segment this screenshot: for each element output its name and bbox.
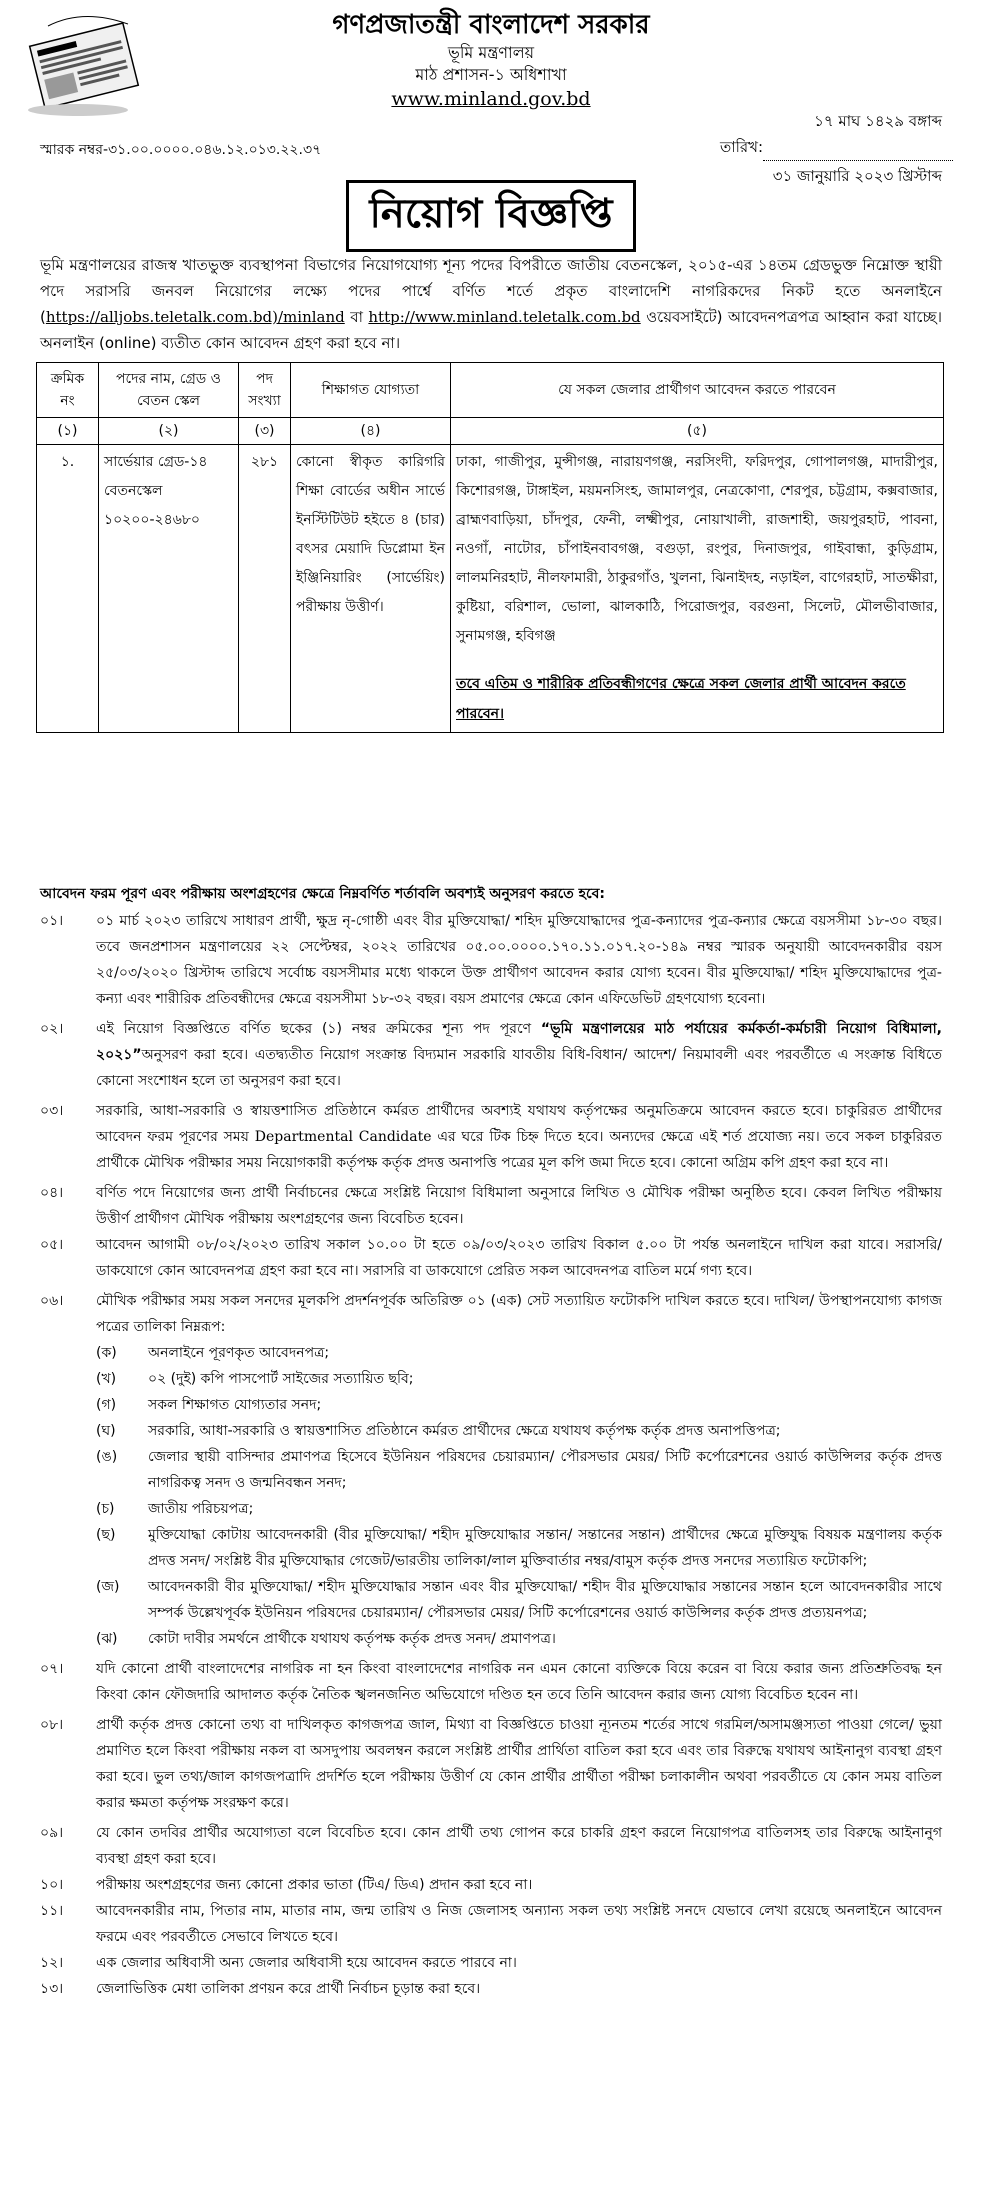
row-note: তবে এতিম ও শারীরিক প্রতিবন্ধীগণের ক্ষেত্রে সকল জেলার প্রার্থী আবেদন করতে পারবেন।: [456, 676, 906, 722]
condition-item: [40, 1820, 942, 1872]
condition-number: ১০।: [40, 1877, 64, 1893]
condition-text-part: সরকারি, আধা-সরকারি ও স্বায়ত্তশাসিত প্রতিষ্ঠানে কর্মরত প্রার্থীদের অবশ্যই যথাযথ কর্তৃপক্ষের অনুমতিক্রমে আবেদন করতে হবে। চাকুরিরত প্রার্থীদের আবেদন ফরম পূরণের সময়: [96, 1103, 942, 1145]
condition-text: জেলাভিত্তিক মেধা তালিকা প্রণয়ন করে প্রার্থী নির্বাচন চূড়ান্ত করা হবে।: [96, 1981, 481, 1997]
list-item: [96, 1444, 942, 1496]
vacancy-table: [36, 362, 944, 733]
condition-item: [40, 1288, 942, 1652]
condition-text: প্রার্থী কর্তৃক প্রদত্ত কোনো তথ্য বা দাখিলকৃত কাগজপত্র জাল, মিথ্যা বা বিজ্ঞপ্তিতে চাওয়া ন্যূনতম শর্তের সাথে গরমিল/অসামঞ্জস্যতা পাওয়া গেলে/ ভুয়া প্রমাণিত হলে কিংবা পরীক্ষায় নকল বা অসদুপায় অবলম্বন করলে সংশ্লিষ্ট প্রার্থীর প্রার্থিতা বাতিল করা হবে এবং তার বিরুদ্ধে যথাযথ আইনানুগ ব্যবস্থা গ্রহণ করা হবে। ভুল তথ্য/জাল কাগজপত্রাদি প্রদর্শিত হলে পরীক্ষায় উত্তীর্ণ যে কোন প্রার্থীর প্রার্থীতা পরীক্ষা চলাকালীন অথবা পরবর্তীতে যে কোন সময় বাতিল করার ক্ষমতা কর্তৃপক্ষ সংরক্ষণ করে।: [96, 1717, 942, 1811]
list-marker: (ঘ): [96, 1423, 116, 1439]
col-header-qualification: শিক্ষাগত যোগ্যতা: [291, 363, 451, 418]
conditions-list: [40, 908, 942, 2002]
date-bangla: ১৭ মাঘ ১৪২৯ বঙ্গাব্দ: [814, 112, 942, 130]
condition-text: এক জেলার অধিবাসী অন্য জেলার অধিবাসী হয়ে আবেদন করতে পারবে না।: [96, 1955, 517, 1971]
teletalk-link-1[interactable]: https://alljobs.teletalk.com.bd)/minland: [45, 308, 345, 326]
col-header-serial: ক্রমিক নং: [37, 363, 99, 418]
memo-number: স্মারক নম্বর-৩১.০০.০০০০.০৪৬.১২.০১৩.২২.৩৭: [40, 142, 322, 158]
condition-item: [40, 1180, 942, 1232]
condition-number: ০১।: [40, 913, 64, 929]
row-serial: ১.: [37, 445, 99, 733]
list-marker: (জ): [96, 1579, 120, 1595]
list-marker: (ঙ): [96, 1449, 118, 1465]
condition-item: [40, 1950, 942, 1976]
list-text: জাতীয় পরিচয়পত্র;: [148, 1501, 254, 1517]
intro-text: ওয়েবসাইটে) আবেদনপত্রপত্র আহ্বান করা যাচ্ছে। অনলাইন (online) ব্যতীত কোন আবেদন গ্রহণ করা হবে না।: [40, 308, 942, 352]
col-number: (৩): [239, 418, 291, 445]
condition-text: আবেদনকারীর নাম, পিতার নাম, মাতার নাম, জন্ম তারিখ ও নিজ জেলাসহ অন্যান্য সকল তথ্য সংশ্লিষ্ট সনদে যেভাবে লেখা রয়েছে অনলাইনে আবেদন ফরমে এবং পরবর্তীতে সেভাবে লিখতে হবে।: [96, 1903, 942, 1945]
list-item: [96, 1522, 942, 1574]
list-item: [96, 1574, 942, 1626]
condition-number: ০৬।: [40, 1293, 64, 1309]
website-link[interactable]: www.minland.gov.bd: [391, 88, 591, 110]
condition-number: ১৩।: [40, 1981, 64, 1997]
intro-text: ভূমি মন্ত্রণালয়ের রাজস্ব খাতভুক্ত ব্যবস্থাপনা বিভাগের নিয়োগযোগ্য শূন্য পদের বিপরীতে জাতীয় বেতনস্কেল, ২০১৫-এর ১৪তম গ্রেডভুক্ত নিম্নোক্ত স্থায়ী পদে সরাসরি জনবল নিয়োগের লক্ষ্যে পদের পার্শ্বে বর্ণিত শর্তে প্রকৃত বাংলাদেশি নাগরিকদের নিকট হতে অনলাইনে (: [40, 256, 942, 326]
condition-number: ০৮।: [40, 1717, 64, 1733]
intro-text: বা: [344, 308, 369, 326]
condition-text: যে কোন তদবির প্রার্থীর অযোগ্যতা বলে বিবেচিত হবে। কোন প্রার্থী তথ্য গোপন করে চাকরি গ্রহণ করলে নিয়োগপত্র বাতিলসহ তার বিরুদ্ধে আইনানুগ ব্যবস্থা গ্রহণ করা হবে।: [96, 1825, 942, 1867]
row-count: ২৮১: [239, 445, 291, 733]
condition-text: [96, 1016, 942, 1094]
list-text: জেলার স্থায়ী বাসিন্দার প্রমাণপত্র হিসেবে ইউনিয়ন পরিষদের চেয়ারম্যান/ পৌরসভার মেয়র/ সিটি কর্পোরেশনের ওয়ার্ড কাউন্সিলর কর্তৃক প্রদত্ত নাগরিকত্ব সনদ ও জন্মনিবন্ধন সনদ;: [148, 1449, 942, 1491]
list-marker: (ঝ): [96, 1631, 118, 1647]
intro-paragraph: [40, 252, 942, 356]
condition-text: যদি কোনো প্রার্থী বাংলাদেশের নাগরিক না হন কিংবা বাংলাদেশের নাগরিক নন এমন কোনো ব্যক্তিকে বিয়ে করেন বা বিয়ে করার জন্য প্রতিশ্রুতিবদ্ধ হন কিংবা কোন ফৌজদারি আদালত কর্তৃক নৈতিক স্খলনজনিত অভিযোগে দণ্ডিত হন তবে তিনি আবেদন করার জন্য যোগ্য বিবেচিত হবেন না।: [96, 1661, 942, 1703]
row-districts-cell: [451, 445, 944, 733]
list-marker: (ক): [96, 1345, 117, 1361]
rule-name: “ভূমি মন্ত্রণালয়ের মাঠ পর্যায়ের কর্মকর্তা-কর্মচারী নিয়োগ বিধিমালা, ২০২১”: [96, 1021, 942, 1063]
list-text: সরকারি, আধা-সরকারি ও স্বায়ত্তশাসিত প্রতিষ্ঠানে কর্মরত প্রার্থীদের ক্ষেত্রে যথাযথ কর্তৃপক্ষ কর্তৃক প্রদত্ত অনাপত্তিপত্র;: [148, 1423, 781, 1439]
condition-item: [40, 908, 942, 1012]
condition-number: ০২।: [40, 1021, 64, 1037]
condition-text: [96, 1098, 942, 1176]
condition-item: [40, 1872, 942, 1898]
list-item: [96, 1340, 942, 1366]
condition-text-part: এই নিয়োগ বিজ্ঞপ্তিতে বর্ণিত ছকের (১) নম্বর ক্রমিকের শূন্য পদ পূরণে: [96, 1021, 541, 1037]
list-text: কোটা দাবীর সমর্থনে প্রার্থীকে যথাযথ কর্তৃপক্ষ কর্তৃক প্রদত্ত সনদ/ প্রমাণপত্র।: [148, 1631, 556, 1647]
condition-item: [40, 1656, 942, 1708]
list-text: অনলাইনে পূরণকৃত আবেদনপত্র;: [148, 1345, 330, 1361]
list-text: সকল শিক্ষাগত যোগ্যতার সনদ;: [148, 1397, 322, 1413]
condition-text-part: অনুসরণ করা হবে। এতদ্ব্যতীত নিয়োগ সংক্রান্ত বিদ্যমান সরকারি যাবতীয় বিধি-বিধান/ আদেশ/ নিয়মাবলী এবং পরবর্তীতে এ সংক্রান্ত বিধিতে কোনো সংশোধন হলে তা অনুসরণ করা হবে।: [96, 1047, 942, 1089]
list-text: মুক্তিযোদ্ধা কোটায় আবেদনকারী (বীর মুক্তিযোদ্ধা/ শহীদ মুক্তিযোদ্ধার সন্তান/ সন্তানের সন্তান) প্রার্থীদের ক্ষেত্রে মুক্তিযুদ্ধ বিষয়ক মন্ত্রণালয় কর্তৃক প্রদত্ত সনদ/ সংশ্লিষ্ট বীর মুক্তিযোদ্ধার গেজেট/ভারতীয় তালিকা/লাল মুক্তিবার্তার নম্বর/বামুস কর্তৃক প্রদত্ত সনদের সত্যায়িত ফটোকপি;: [148, 1527, 942, 1569]
list-marker: (খ): [96, 1371, 117, 1387]
col-number: (২): [99, 418, 239, 445]
col-header-count: পদ সংখ্যা: [239, 363, 291, 418]
table-row: [37, 445, 944, 733]
condition-text-block: [96, 1288, 942, 1652]
row-qualification: কোনো স্বীকৃত কারিগরি শিক্ষা বোর্ডের অধীন সার্ভে ইনস্টিটিউট হইতে ৪ (চার) বৎসর মেয়াদি ডিপ্লোমা ইন ইঞ্জিনিয়ারিং (সার্ভেয়িং) পরীক্ষায় উত্তীর্ণ।: [291, 445, 451, 733]
table-header-row: [37, 363, 944, 418]
condition-text: বর্ণিত পদে নিয়োগের জন্য প্রার্থী নির্বাচনের ক্ষেত্রে সংশ্লিষ্ট নিয়োগ বিধিমালা অনুসারে লিখিত ও মৌখিক পরীক্ষা অনুষ্ঠিত হবে। কেবল লিখিত পরীক্ষায় উত্তীর্ণ প্রার্থীগণ মৌখিক পরীক্ষায় অংশগ্রহণের জন্য বিবেচিত হবেন।: [96, 1185, 942, 1227]
departmental-candidate-term: Departmental Candidate: [254, 1129, 432, 1145]
row-districts: ঢাকা, গাজীপুর, মুন্সীগঞ্জ, নারায়ণগঞ্জ, নরসিংদী, ফরিদপুর, গোপালগঞ্জ, মাদারীপুর, কিশোরগঞ্জ, টাঙ্গাইল, ময়মনসিংহ, জামালপুর, নেত্রকোণা, শেরপুর, চট্টগ্রাম, কক্সবাজার, ব্রাহ্মণবাড়িয়া, চাঁদপুর, ফেনী, লক্ষ্মীপুর, নোয়াখালী, রাজশাহী, জয়পুরহাট, পাবনা, নওগাঁ, নাটোর, চাঁপাইনবাবগঞ্জ, বগুড়া, রংপুর, দিনাজপুর, গাইবান্ধা, কুড়িগ্রাম, লালমনিরহাট, নীলফামারী, ঠাকুরগাঁও, খুলনা, ঝিনাইদহ, নড়াইল, বাগেরহাট, সাতক্ষীরা, কুষ্টিয়া, বরিশাল, ভোলা, ঝালকাঠি, পিরোজপুর, বরগুনা, সিলেট, মৌলভীবাজার, সুনামগঞ্জ, হবিগঞ্জ: [456, 454, 938, 644]
table-number-row: [37, 418, 944, 445]
condition-text-part: এর ঘরে টিক চিহ্ন দিতে হবে। অন্যদের ক্ষেত্রে এই শর্ত প্রযোজ্য নয়। তবে সকল চাকুরিরত প্রার্থীকে মৌখিক পরীক্ষার সময় নিয়োগকারী কর্তৃপক্ষ কর্তৃক প্রদত্ত অনাপত্তি পত্রের মূল কপি জমা দিতে হবে। কোনো অগ্রিম কপি গ্রহণ করা হবে না।: [96, 1129, 942, 1171]
condition-number: ১১।: [40, 1903, 64, 1919]
government-name: গণপ্রজাতন্ত্রী বাংলাদেশ সরকার: [332, 10, 650, 40]
condition-text: মৌখিক পরীক্ষার সময় সকল সনদের মূলকপি প্রদর্শনপূর্বক অতিরিক্ত ০১ (এক) সেট সত্যায়িত ফটোকপি দাখিল করতে হবে। দাখিল/ উপস্থাপনযোগ্য কাগজ পত্রের তালিকা নিম্নরূপ:: [96, 1293, 942, 1335]
document-list: [96, 1340, 942, 1652]
branch-name: মাঠ প্রশাসন-১ অধিশাখা: [415, 65, 567, 84]
list-item: [96, 1392, 942, 1418]
newspaper-logo-icon: [18, 6, 148, 126]
row-post: সার্ভেয়ার গ্রেড-১৪ বেতনস্কেল ১০২০০-২৪৬৮০: [99, 445, 239, 733]
col-number: (৫): [451, 418, 944, 445]
list-text: ০২ (দুই) কপি পাসপোর্ট সাইজের সত্যায়িত ছবি;: [148, 1371, 414, 1387]
condition-text: পরীক্ষায় অংশগ্রহণের জন্য কোনো প্রকার ভাতা (টিএ/ ডিএ) প্রদান করা হবে না।: [96, 1877, 533, 1893]
list-item: [96, 1626, 942, 1652]
condition-number: ০৫।: [40, 1237, 64, 1253]
list-item: [96, 1418, 942, 1444]
list-marker: (ছ): [96, 1527, 116, 1543]
condition-text: ০১ মার্চ ২০২৩ তারিখে সাধারণ প্রার্থী, ক্ষুদ্র নৃ-গোষ্ঠী এবং বীর মুক্তিযোদ্ধা/ শহিদ মুক্তিযোদ্ধাদের পুত্র-কন্যাদের পুত্র-কন্যার ক্ষেত্রে বয়সসীমা ১৮-৩০ বছর। তবে জনপ্রশাসন মন্ত্রণালয়ের ২২ সেপ্টেম্বর, ২০২২ তারিখের ০৫.০০.০০০০.১৭০.১১.০১৭.২০-১৪৯ নম্বর স্মারক অনুযায়ী আবেদনকারীর বয়স ২৫/০৩/২০২০ খ্রিস্টাব্দ তারিখে সর্বোচ্চ বয়সসীমার মধ্যে থাকলে উক্ত প্রার্থীগণ আবেদন করার যোগ্য হবেন। বীর মুক্তিযোদ্ধা/ শহিদ মুক্তিযোদ্ধাদের পুত্র-কন্যা এবং শারীরিক প্রতিবন্ধীদের ক্ষেত্রে বয়সসীমা ১৮-৩২ বছর। বয়স প্রমাণের ক্ষেত্রে কোন এফিডেভিট গ্রহণযোগ্য হবেনা।: [96, 913, 942, 1007]
condition-item: [40, 1016, 942, 1094]
date-english: ৩১ জানুয়ারি ২০২৩ খ্রিস্টাব্দ: [772, 167, 942, 185]
col-header-districts: যে সকল জেলার প্রার্থীগণ আবেদন করতে পারবেন: [451, 363, 944, 418]
condition-number: ০৯।: [40, 1825, 64, 1841]
col-number: (১): [37, 418, 99, 445]
condition-item: [40, 1232, 942, 1284]
ministry-name: ভূমি মন্ত্রণালয়: [447, 43, 535, 62]
condition-item: [40, 1712, 942, 1816]
conditions-heading: আবেদন ফরম পূরণ এবং পরীক্ষায় অংশগ্রহণের ক্ষেত্রে নিম্নবর্ণিত শর্তাবলি অবশ্যই অনুসরণ করতে হবে:: [40, 886, 606, 902]
col-header-post: পদের নাম, গ্রেড ও বেতন স্কেল: [99, 363, 239, 418]
condition-number: ০৩।: [40, 1103, 64, 1119]
condition-item: [40, 1098, 942, 1176]
col-number: (৪): [291, 418, 451, 445]
list-marker: (গ): [96, 1397, 117, 1413]
list-item: [96, 1496, 942, 1522]
header: [200, 8, 782, 112]
notice-title: নিয়োগ বিজ্ঞপ্তি: [346, 180, 636, 252]
date-label: তারিখ:: [720, 136, 953, 161]
condition-number: ১২।: [40, 1955, 64, 1971]
list-text: আবেদনকারী বীর মুক্তিযোদ্ধা/ শহীদ মুক্তিযোদ্ধার সন্তান এবং বীর মুক্তিযোদ্ধা/ শহীদ বীর মুক্তিযোদ্ধার সন্তানের সন্তান হলে আবেদনকারীর সাথে সম্পর্ক উল্লেখপূর্বক ইউনিয়ন পরিষদের চেয়ারম্যান/ পৌরসভার মেয়র/ সিটি কর্পোরেশনের ওয়ার্ড কাউন্সিলর কর্তৃক প্রদত্ত প্রত্যয়নপত্র;: [148, 1579, 942, 1621]
teletalk-link-2[interactable]: http://www.minland.teletalk.com.bd: [368, 308, 641, 326]
condition-text: আবেদন আগামী ০৮/০২/২০২৩ তারিখ সকাল ১০.০০ টা হতে ০৯/০৩/২০২৩ তারিখ বিকাল ৫.০০ টা পর্যন্ত অনলাইনে দাখিল করা যাবে। সরাসরি/ ডাকযোগে কোন আবেদনপত্র গ্রহণ করা হবে না। সরাসরি বা ডাকযোগে প্রেরিত সকল আবেদনপত্র বাতিল মর্মে গণ্য হবে।: [96, 1237, 942, 1279]
condition-item: [40, 1898, 942, 1950]
list-item: [96, 1366, 942, 1392]
list-marker: (চ): [96, 1501, 115, 1517]
condition-number: ০৪।: [40, 1185, 64, 1201]
condition-item: [40, 1976, 942, 2002]
condition-number: ০৭।: [40, 1661, 64, 1677]
